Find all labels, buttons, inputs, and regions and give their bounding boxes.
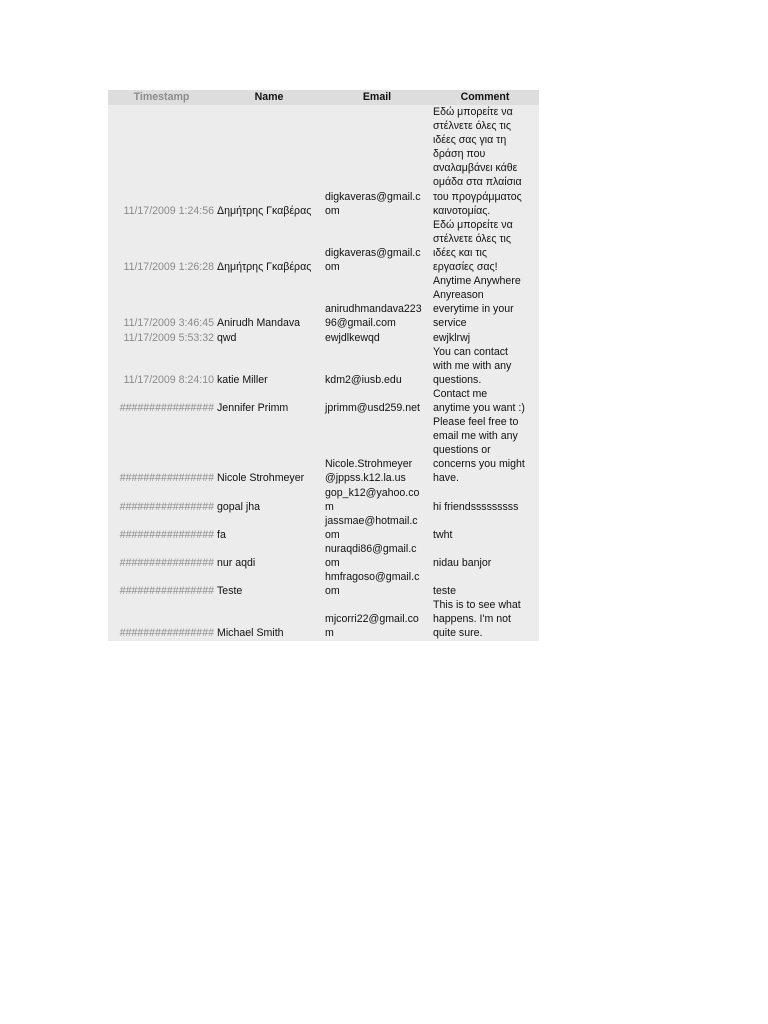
cell-name: gopal jha	[217, 500, 261, 513]
cell-email: kdm2@iusb.edu	[325, 373, 402, 386]
cell-email: digkaveras@gmail.c om	[325, 190, 421, 217]
cell-timestamp: ################	[119, 528, 214, 541]
cell-comment: nidau banjor	[433, 557, 492, 569]
cell-comment: Please feel free to email me with any questions or concerns you might have.	[433, 416, 525, 485]
table-row	[108, 570, 539, 598]
table-row	[108, 415, 539, 485]
cell-name: fa	[217, 528, 226, 541]
cell-email: digkaveras@gmail.c om	[325, 246, 421, 274]
table-row	[108, 274, 539, 330]
cell-timestamp: 11/17/2009 1:24:56	[123, 204, 214, 217]
cell-timestamp: ################	[119, 627, 214, 640]
cell-name: Nicole Strohmeyer	[217, 472, 305, 485]
cell-name: nur aqdi	[217, 557, 256, 569]
cell-email: ewjdlkewqd	[325, 331, 380, 344]
cell-name: Teste	[217, 585, 243, 598]
table-row	[108, 218, 539, 274]
cell-comment: Εδώ μπορείτε να στέλνετε όλες τις ιδέες σας για τη δράση που αναλαμβάνει κάθε ομάδα στα πλαίσια του προγράμματος καινοτομίας.	[433, 106, 522, 217]
cell-timestamp: ################	[119, 585, 214, 598]
cell-timestamp: 11/17/2009 1:26:28	[123, 261, 214, 274]
cell-name: Δημήτρης Γκαβέρας	[217, 204, 312, 217]
table-row	[108, 331, 539, 345]
table-row	[108, 542, 539, 570]
cell-timestamp: 11/17/2009 5:53:32	[123, 331, 214, 344]
cell-comment: Anytime Anywhere Anyreason everytime in your service	[433, 275, 521, 330]
cell-timestamp: ################	[119, 500, 214, 513]
cell-comment: Contact me anytime you want :)	[433, 387, 525, 414]
cell-comment: Εδώ μπορείτε να στέλνετε όλες τις ιδέες και τις εργασίες σας!	[433, 218, 513, 274]
cell-name: Δημήτρης Γκαβέρας	[217, 261, 312, 274]
table-row	[108, 486, 539, 514]
table-row	[108, 387, 539, 415]
cell-timestamp: ################	[119, 401, 214, 414]
cell-email: jassmae@hotmail.c om	[325, 514, 418, 541]
column-header-timestamp: Timestamp	[108, 90, 215, 105]
cell-comment: This is to see what happens. I'm not quite sure.	[433, 599, 521, 640]
table-row	[108, 598, 539, 640]
cell-comment: hi friendsssssssss	[433, 500, 519, 513]
cell-timestamp: ################	[119, 557, 214, 569]
cell-timestamp: 11/17/2009 8:24:10	[123, 373, 214, 386]
spreadsheet-table	[108, 90, 539, 641]
cell-name: Jennifer Primm	[217, 401, 289, 414]
table-row	[108, 514, 539, 542]
cell-name: Michael Smith	[217, 627, 284, 640]
cell-comment: ewjklrwj	[433, 331, 471, 344]
table-row	[108, 345, 539, 387]
cell-email: gop_k12@yahoo.co m	[325, 486, 420, 513]
cell-name: katie Miller	[217, 373, 268, 386]
header-row	[108, 90, 539, 105]
cell-comment: teste	[433, 585, 456, 598]
column-header-email: Email	[323, 90, 431, 105]
responses-table	[108, 90, 539, 641]
cell-name: qwd	[217, 331, 237, 344]
cell-email: Nicole.Strohmeyer @jppss.k12.la.us	[325, 458, 413, 485]
cell-email: jprimm@usd259.net	[325, 401, 420, 414]
table-row	[108, 105, 539, 218]
cell-comment: You can contact with me with any questions.	[433, 345, 512, 386]
column-header-name: Name	[215, 90, 323, 105]
cell-email: anirudhmandava223 96@gmail.com	[325, 303, 422, 330]
cell-timestamp: ################	[119, 472, 214, 485]
column-header-comment: Comment	[431, 90, 539, 105]
cell-email: hmfragoso@gmail.c om	[325, 571, 420, 598]
cell-timestamp: 11/17/2009 3:46:45	[123, 317, 214, 330]
cell-comment: twht	[433, 528, 453, 541]
cell-email: mjcorri22@gmail.co m	[325, 613, 419, 640]
cell-email: nuraqdi86@gmail.c om	[325, 542, 417, 569]
cell-name: Anirudh Mandava	[217, 317, 301, 330]
